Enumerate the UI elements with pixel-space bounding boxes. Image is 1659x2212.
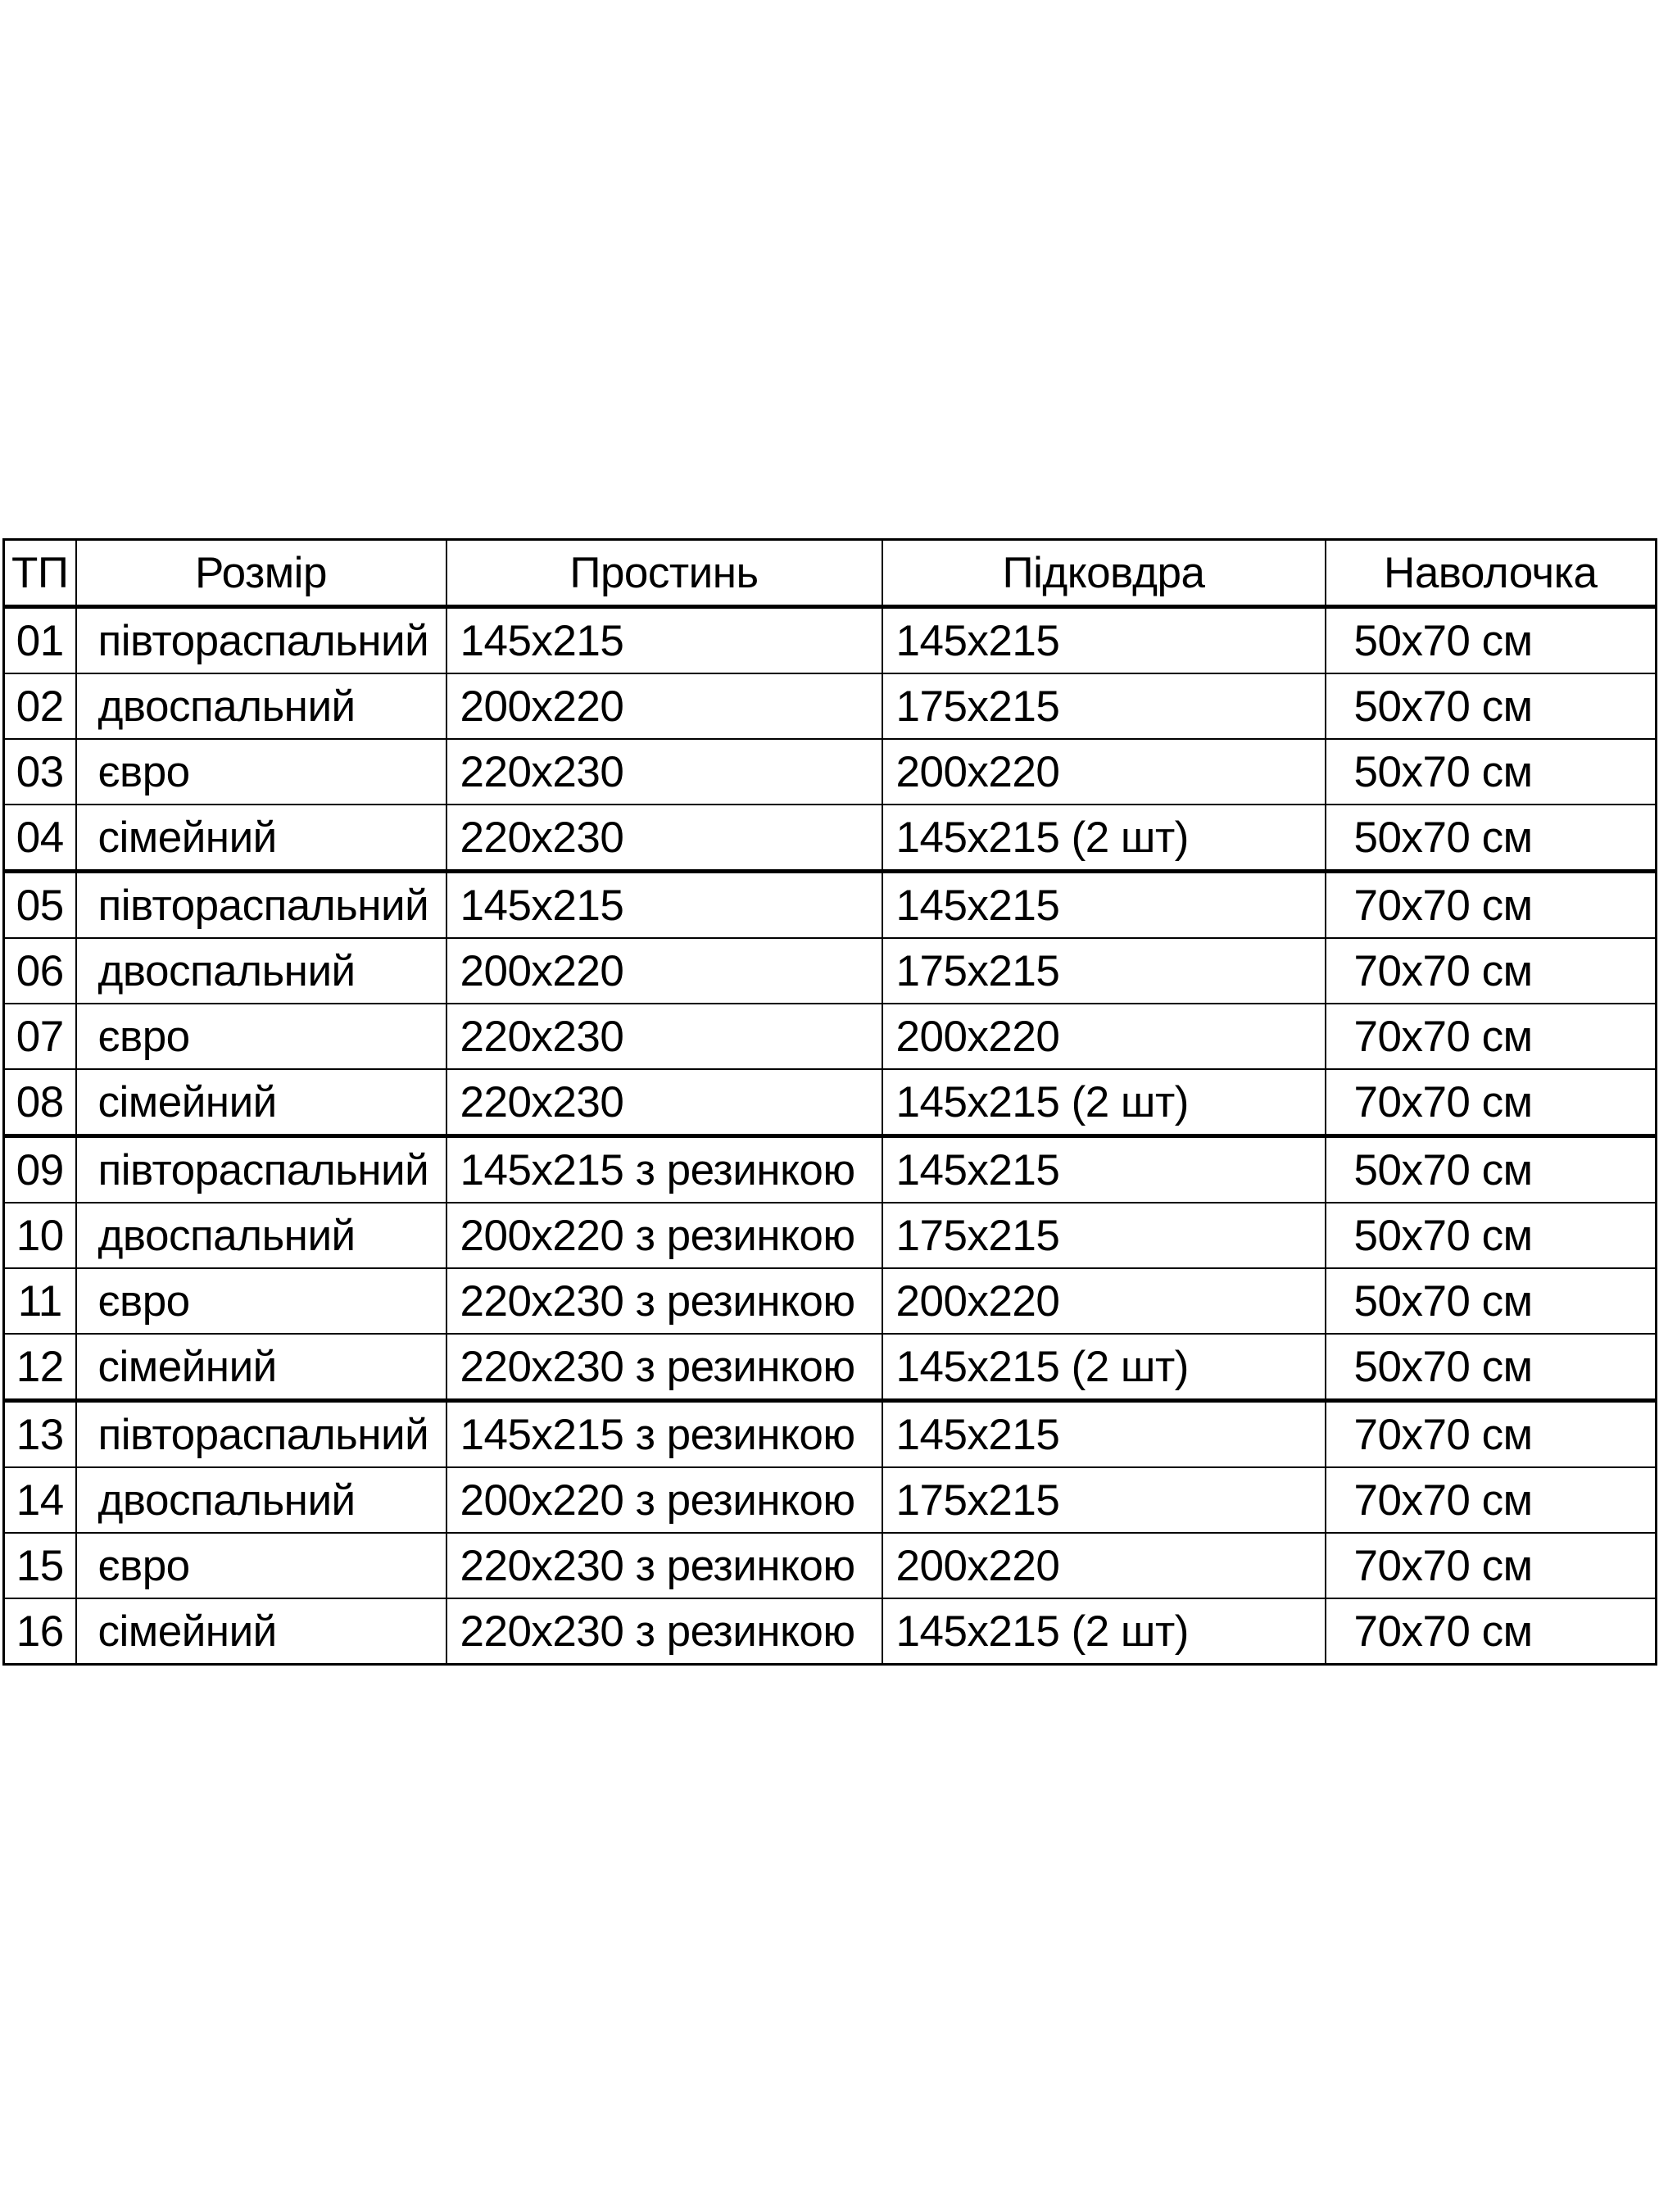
cell-duvet: 200х220 [882, 1533, 1326, 1598]
cell-duvet: 145х215 (2 шт) [882, 1598, 1326, 1665]
header-row [4, 540, 1657, 607]
cell-sheet: 220х230 з резинкою [446, 1533, 882, 1598]
cell-pillow: 50х70 см [1326, 1268, 1657, 1334]
cell-sheet: 220х230 з резинкою [446, 1598, 882, 1665]
cell-size: двоспальний [76, 938, 446, 1004]
table-body [4, 607, 1657, 1665]
cell-id: 07 [4, 1004, 76, 1069]
table-row [4, 1401, 1657, 1468]
table-row [4, 1004, 1657, 1069]
table-row [4, 1203, 1657, 1268]
cell-sheet: 220х230 [446, 739, 882, 805]
cell-pillow: 70х70 см [1326, 1069, 1657, 1136]
cell-size: євро [76, 1004, 446, 1069]
table-row [4, 607, 1657, 674]
cell-size: євро [76, 1268, 446, 1334]
cell-id: 14 [4, 1467, 76, 1533]
cell-id: 10 [4, 1203, 76, 1268]
cell-sheet: 220х230 з резинкою [446, 1334, 882, 1401]
table-row [4, 1533, 1657, 1598]
cell-size: двоспальний [76, 1467, 446, 1533]
table-row [4, 1136, 1657, 1203]
header-duvet: Підковдра [882, 540, 1326, 607]
cell-pillow: 70х70 см [1326, 1533, 1657, 1598]
cell-pillow: 50х70 см [1326, 739, 1657, 805]
cell-id: 12 [4, 1334, 76, 1401]
cell-duvet: 145х215 [882, 872, 1326, 939]
table-row [4, 1268, 1657, 1334]
cell-size: півтораспальний [76, 1136, 446, 1203]
cell-size: сімейний [76, 805, 446, 872]
cell-duvet: 175х215 [882, 1203, 1326, 1268]
cell-pillow: 50х70 см [1326, 805, 1657, 872]
table-row [4, 938, 1657, 1004]
table-row [4, 1069, 1657, 1136]
table-row [4, 673, 1657, 739]
header-pillow: Наволочка [1326, 540, 1657, 607]
cell-duvet: 145х215 (2 шт) [882, 805, 1326, 872]
bed-linen-size-table [2, 538, 1657, 1666]
cell-pillow: 70х70 см [1326, 872, 1657, 939]
cell-duvet: 175х215 [882, 1467, 1326, 1533]
cell-pillow: 50х70 см [1326, 1203, 1657, 1268]
cell-size: двоспальний [76, 673, 446, 739]
cell-sheet: 220х230 [446, 1069, 882, 1136]
table-row [4, 805, 1657, 872]
header-tp: ТП [4, 540, 76, 607]
cell-size: сімейний [76, 1598, 446, 1665]
cell-id: 16 [4, 1598, 76, 1665]
cell-duvet: 200х220 [882, 739, 1326, 805]
cell-id: 03 [4, 739, 76, 805]
cell-duvet: 145х215 [882, 607, 1326, 674]
cell-sheet: 145х215 [446, 872, 882, 939]
cell-sheet: 220х230 [446, 1004, 882, 1069]
cell-duvet: 200х220 [882, 1004, 1326, 1069]
cell-size: двоспальний [76, 1203, 446, 1268]
cell-duvet: 145х215 [882, 1401, 1326, 1468]
cell-sheet: 145х215 [446, 607, 882, 674]
cell-size: євро [76, 739, 446, 805]
cell-id: 04 [4, 805, 76, 872]
cell-sheet: 145х215 з резинкою [446, 1401, 882, 1468]
cell-sheet: 220х230 з резинкою [446, 1268, 882, 1334]
cell-pillow: 50х70 см [1326, 1334, 1657, 1401]
cell-id: 13 [4, 1401, 76, 1468]
cell-pillow: 70х70 см [1326, 1598, 1657, 1665]
cell-duvet: 145х215 [882, 1136, 1326, 1203]
cell-sheet: 220х230 [446, 805, 882, 872]
cell-sheet: 200х220 з резинкою [446, 1203, 882, 1268]
cell-pillow: 50х70 см [1326, 673, 1657, 739]
cell-pillow: 70х70 см [1326, 1004, 1657, 1069]
cell-pillow: 70х70 см [1326, 1401, 1657, 1468]
cell-pillow: 70х70 см [1326, 1467, 1657, 1533]
table-row [4, 1598, 1657, 1665]
cell-id: 06 [4, 938, 76, 1004]
cell-size: євро [76, 1533, 446, 1598]
cell-pillow: 50х70 см [1326, 1136, 1657, 1203]
table-row [4, 1334, 1657, 1401]
cell-size: сімейний [76, 1334, 446, 1401]
cell-id: 09 [4, 1136, 76, 1203]
cell-id: 05 [4, 872, 76, 939]
cell-sheet: 200х220 з резинкою [446, 1467, 882, 1533]
cell-duvet: 145х215 (2 шт) [882, 1069, 1326, 1136]
header-size: Розмір [76, 540, 446, 607]
cell-id: 01 [4, 607, 76, 674]
cell-sheet: 145х215 з резинкою [446, 1136, 882, 1203]
cell-duvet: 145х215 (2 шт) [882, 1334, 1326, 1401]
cell-sheet: 200х220 [446, 938, 882, 1004]
cell-pillow: 50х70 см [1326, 607, 1657, 674]
cell-sheet: 200х220 [446, 673, 882, 739]
cell-size: сімейний [76, 1069, 446, 1136]
table-row [4, 1467, 1657, 1533]
cell-id: 02 [4, 673, 76, 739]
cell-duvet: 200х220 [882, 1268, 1326, 1334]
cell-duvet: 175х215 [882, 673, 1326, 739]
cell-id: 15 [4, 1533, 76, 1598]
cell-duvet: 175х215 [882, 938, 1326, 1004]
cell-size: півтораспальний [76, 872, 446, 939]
cell-id: 11 [4, 1268, 76, 1334]
header-sheet: Простинь [446, 540, 882, 607]
table-row [4, 739, 1657, 805]
table-row [4, 872, 1657, 939]
cell-id: 08 [4, 1069, 76, 1136]
cell-pillow: 70х70 см [1326, 938, 1657, 1004]
cell-size: півтораспальний [76, 1401, 446, 1468]
cell-size: півтораспальний [76, 607, 446, 674]
